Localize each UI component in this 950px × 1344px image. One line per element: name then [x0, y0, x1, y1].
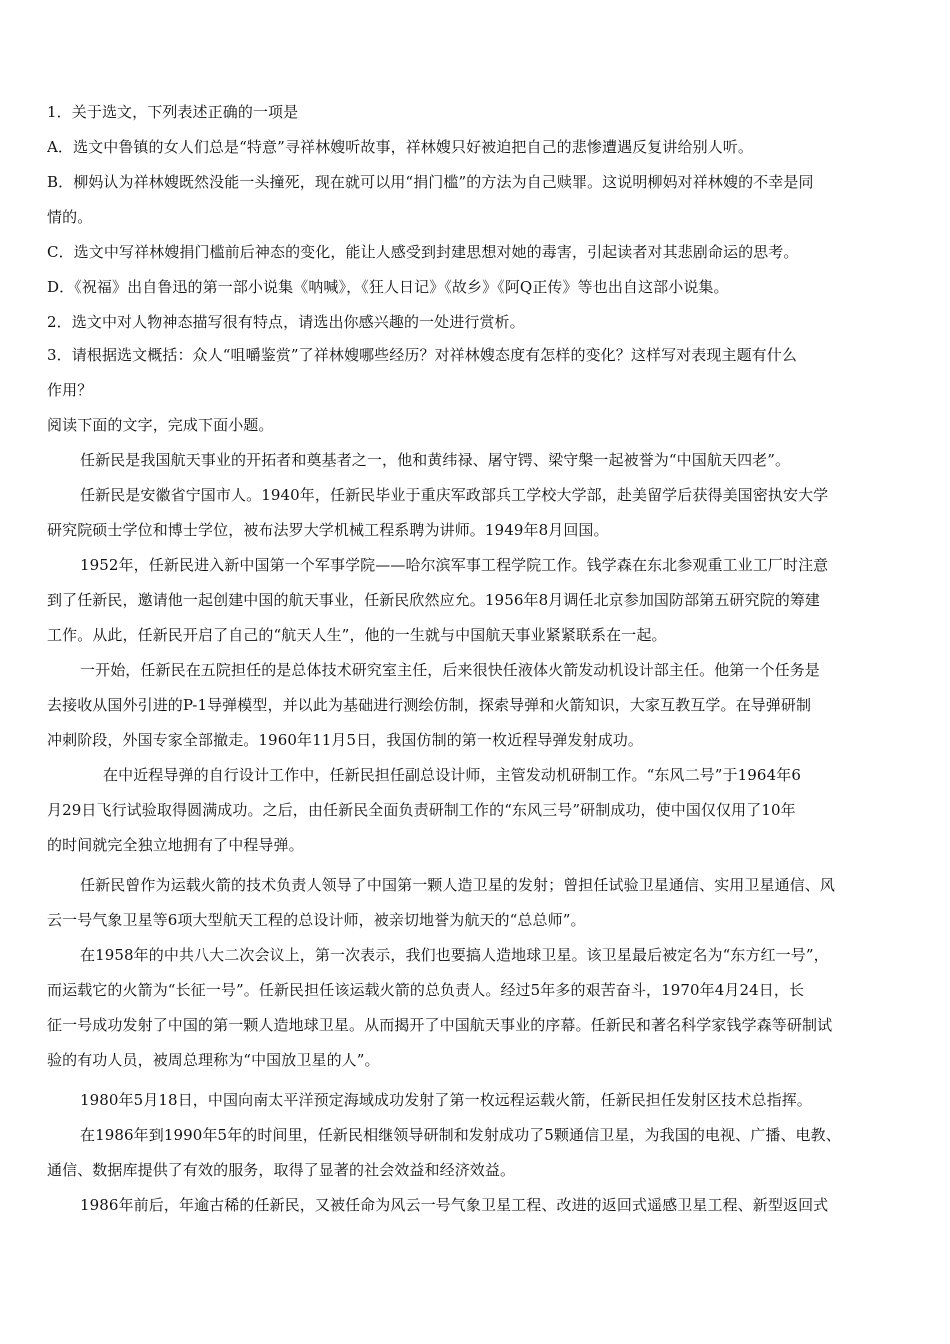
passage-paragraph-4-line-1: 一开始，任新民在五院担任的是总体技术研究室主任，后来很快任液体火箭发动机设计部主任。他第一个任务是: [80, 661, 820, 679]
passage-paragraph-3-line-2: 到了任新民，邀请他一起创建中国的航天事业，任新民欣然应允。1956年8月调任北京参加国防部第五研究院的筹建: [47, 591, 821, 609]
passage-paragraph-9-line-1: 在1986年到1990年5年的时间里，任新民相继领导研制和发射成功了5颗通信卫星，为我国的电视、广播、电教、: [80, 1126, 841, 1144]
passage-paragraph-2-line-2: 研究院硕士学位和博士学位，被布法罗大学机械工程系聘为讲师。1949年8月回国。: [47, 521, 609, 539]
passage-paragraph-3-line-3: 工作。从此，任新民开启了自己的“航天人生”，他的一生就与中国航天事业紧紧联系在一起。: [47, 626, 667, 644]
question-1-option-c: C．选文中写祥林嫂捐门槛前后神态的变化，能让人感受到封建思想对她的毒害，引起读者对其悲剧命运的思考。: [47, 243, 799, 261]
passage-paragraph-10-line-1: 1986年前后，年逾古稀的任新民，又被任命为风云一号气象卫星工程、改进的返回式遥感卫星工程、新型返回式: [80, 1196, 829, 1214]
passage-paragraph-4-line-3: 冲刺阶段，外国专家全部撤走。1960年11月5日，我国仿制的第一枚近程导弹发射成功。: [47, 731, 644, 749]
passage-paragraph-7-line-3: 征一号成功发射了中国的第一颗人造地球卫星。从而揭开了中国航天事业的序幕。任新民和著名科学家钱学森等研制试: [47, 1016, 833, 1034]
passage-paragraph-5-line-2: 月29日飞行试验取得圆满成功。之后，由任新民全面负责研制工作的“东风三号”研制成功，使中国仅仅用了10年: [47, 801, 796, 819]
passage-paragraph-8: 1980年5月18日，中国向南太平洋预定海域成功发射了第一枚远程运载火箭，任新民担任发射区技术总指挥。: [80, 1091, 812, 1109]
passage-paragraph-7-line-1: 在1958年的中共八大二次会议上，第一次表示，我们也要搞人造地球卫星。该卫星最后被定名为“东方红一号”，: [80, 946, 829, 964]
question-1-option-b-line-1: B．柳妈认为祥林嫂既然没能一头撞死，现在就可以用“捐门槛”的方法为自己赎罪。这说明柳妈对祥林嫂的不幸是同: [47, 173, 814, 191]
question-1-option-a: A．选文中鲁镇的女人们总是“特意”寻祥林嫂听故事，祥林嫂只好被迫把自己的悲惨遭遇反复讲给别人听。: [47, 138, 753, 156]
reading-instruction: 阅读下面的文字，完成下面小题。: [47, 416, 274, 434]
passage-paragraph-7-line-2: 而运载它的火箭为“长征一号”。任新民担任该运载火箭的总负责人。经过5年多的艰苦奋斗，1970年4月24日，长: [47, 981, 805, 999]
question-3-line-2: 作用？: [47, 381, 93, 399]
passage-paragraph-4-line-2: 去接收从国外引进的P-1导弹模型，并以此为基础进行测绘仿制，探索导弹和火箭知识，大家互教互学。在导弹研制: [47, 696, 812, 714]
question-3-line-1: 3．请根据选文概括：众人“咀嚼鉴赏”了祥林嫂哪些经历？对祥林嫂态度有怎样的变化？这样写对表现主题有什么: [47, 346, 797, 364]
passage-paragraph-6-line-2: 云一号气象卫星等6项大型航天工程的总设计师，被亲切地誉为航天的“总总师”。: [47, 911, 586, 929]
question-1-option-b-line-2: 情的。: [47, 208, 93, 226]
question-1-stem: 1．关于选文，下列表述正确的一项是: [47, 103, 299, 121]
question-2: 2．选文中对人物神态描写很有特点，请选出你感兴趣的一处进行赏析。: [47, 313, 525, 331]
question-1-option-d: D．《祝福》出自鲁迅的第一部小说集《呐喊》，《狂人日记》《故乡》《阿Q正传》等也出自这部小说集。: [47, 278, 729, 296]
passage-paragraph-6-line-1: 任新民曾作为运载火箭的技术负责人领导了中国第一颗人造卫星的发射；曾担任试验卫星通信、实用卫星通信、风: [80, 876, 836, 894]
passage-paragraph-7-line-4: 验的有功人员，被周总理称为“中国放卫星的人”。: [47, 1051, 380, 1069]
passage-paragraph-3-line-1: 1952年，任新民进入新中国第一个军事学院——哈尔滨军事工程学院工作。钱学森在东北参观重工业工厂时注意: [80, 556, 829, 574]
passage-paragraph-5-line-3: 的时间就完全独立地拥有了中程导弹。: [47, 836, 304, 854]
passage-paragraph-1: 任新民是我国航天事业的开拓者和奠基者之一，他和黄纬禄、屠守锷、梁守槃一起被誉为“中国航天四老”。: [80, 451, 791, 469]
passage-paragraph-2-line-1: 任新民是安徽省宁国市人。1940年，任新民毕业于重庆军政部兵工学校大学部，赴美留学后获得美国密执安大学: [80, 486, 829, 504]
passage-paragraph-5-line-1: 在中近程导弹的自行设计工作中，任新民担任副总设计师，主管发动机研制工作。“东风二号”于1964年6: [103, 766, 801, 784]
passage-paragraph-9-line-2: 通信、数据库提供了有效的服务，取得了显著的社会效益和经济效益。: [47, 1161, 516, 1179]
